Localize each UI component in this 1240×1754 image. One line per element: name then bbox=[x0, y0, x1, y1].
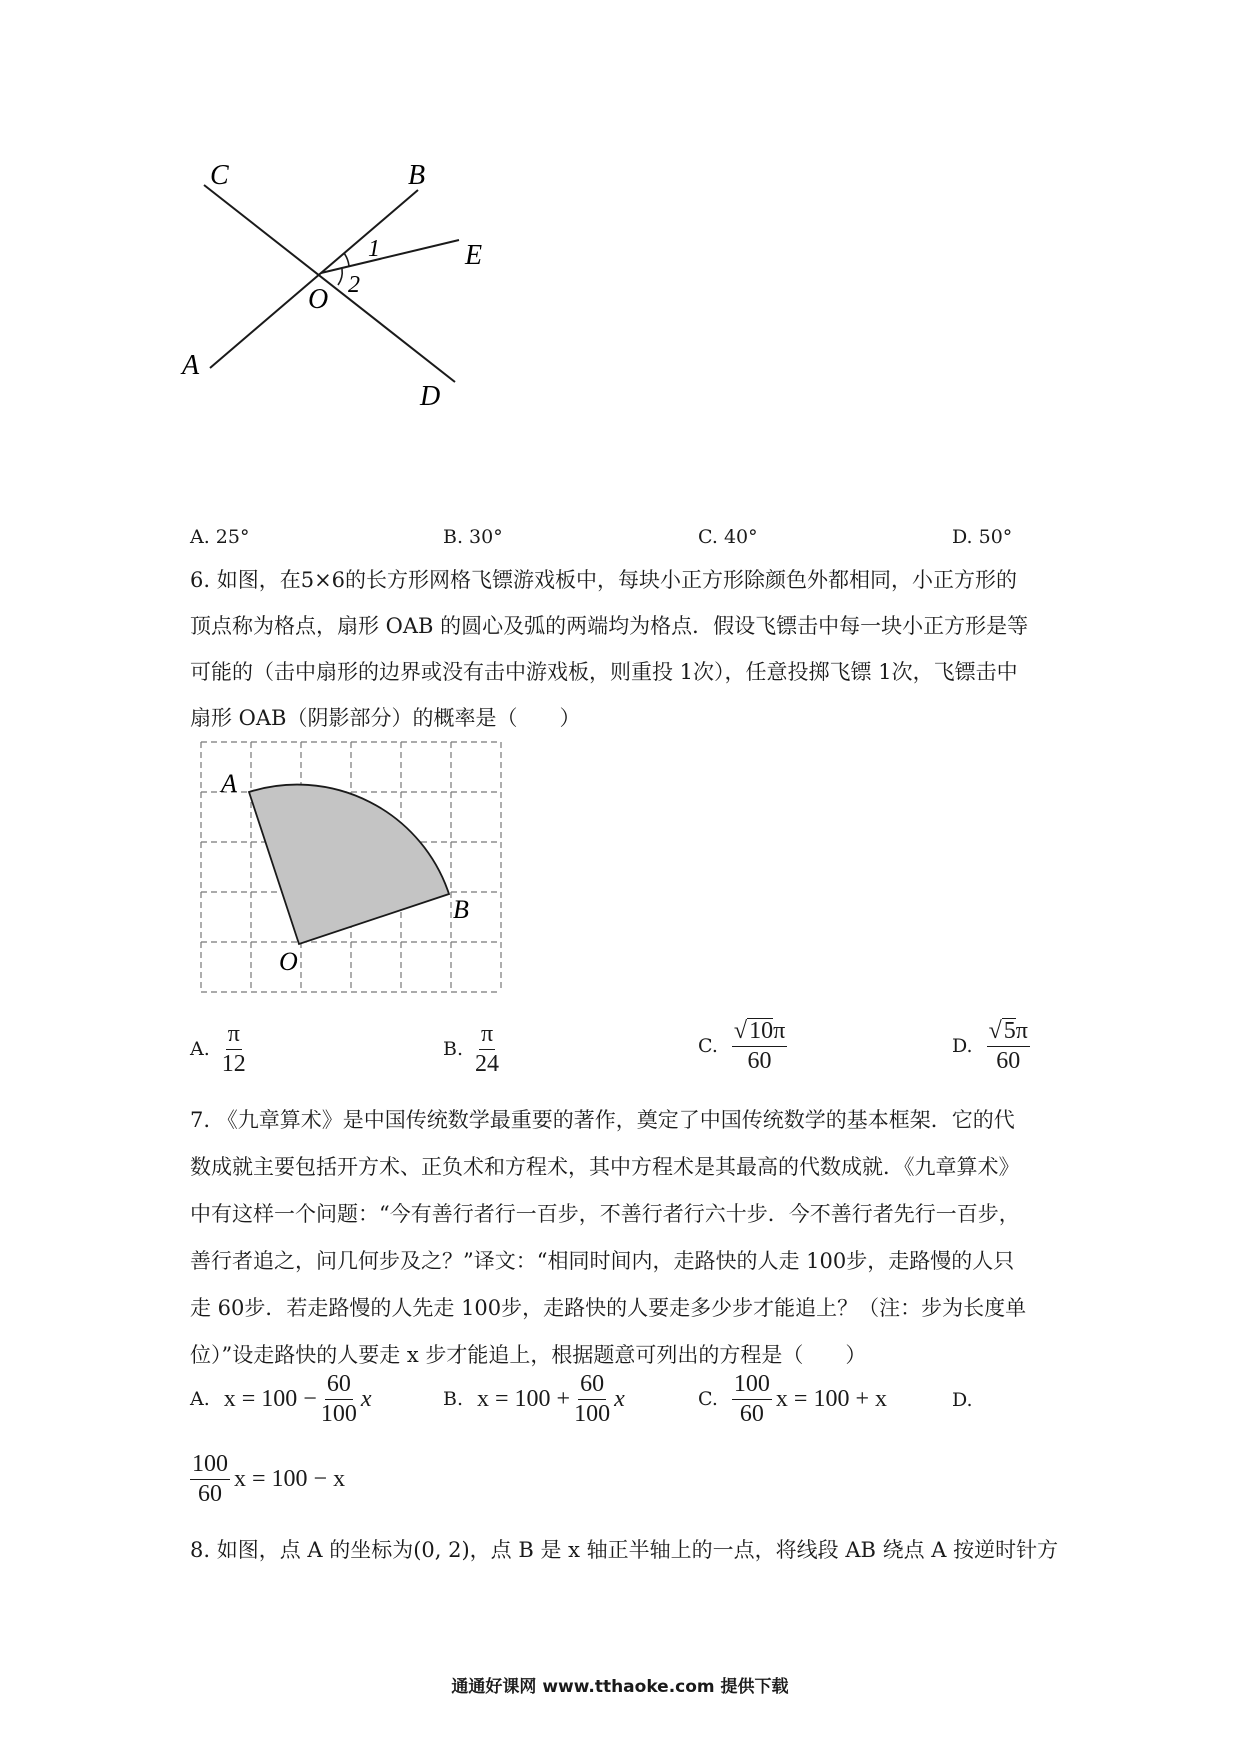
q7-line-1: 7. 《九章算术》是中国传统数学最重要的著作，奠定了中国传统数学的基本框架．它的代 bbox=[190, 1108, 1015, 1132]
q7-line-6: 位）”设走路快的人要走 x 步才能追上，根据题意可列出的方程是（ ） bbox=[190, 1343, 867, 1367]
label-c: C bbox=[210, 160, 229, 191]
q6-line-3: 可能的（击中扇形的边界或没有击中游戏板，则重投 1次），任意投掷飞镖 1次，飞镖击中 bbox=[190, 660, 1018, 684]
q7-option-a bbox=[190, 1372, 372, 1427]
q7-line-3: 中有这样一个问题：“今有善行者行一百步，不善行者行六十步．今不善行者先行一百步， bbox=[190, 1202, 1020, 1226]
denominator: 60 bbox=[198, 1481, 222, 1508]
equation-right: x bbox=[614, 1386, 625, 1413]
denominator: 12 bbox=[221, 1051, 246, 1078]
q7-option-d-label: D. bbox=[952, 1389, 973, 1411]
q7-option-b bbox=[443, 1372, 625, 1427]
label-a: A bbox=[182, 350, 200, 381]
q7-option-d bbox=[190, 1452, 345, 1507]
label-angle-1: 1 bbox=[368, 236, 380, 262]
angle-1-arc bbox=[344, 253, 349, 266]
label-b: B bbox=[408, 160, 426, 191]
denominator: 60 bbox=[739, 1401, 764, 1428]
q7-option-c bbox=[698, 1372, 887, 1427]
q6-line-2: 顶点称为格点，扇形 OAB 的圆心及弧的两端均为格点．假设飞镖击中每一块小正方形是等 bbox=[190, 614, 1029, 638]
page-footer: 通通好课网 www.tthaoke.com 提供下载 bbox=[451, 1677, 789, 1697]
fraction bbox=[732, 1372, 772, 1427]
q7-line-5: 走 60步．若走路慢的人先走 100步，走路快的人要走多少步才能追上？（注：步为长度单 bbox=[190, 1296, 1027, 1320]
equation-right: x = 100 − x bbox=[234, 1466, 346, 1493]
numerator: π bbox=[226, 1022, 242, 1050]
fraction bbox=[987, 1018, 1030, 1074]
q8-line-1: 8. 如图，点 A 的坐标为(0, 2)，点 B 是 x 轴正半轴上的一点，将线段 AB 绕点 A 按逆时针方 bbox=[190, 1538, 1059, 1562]
q6-line-1: 6. 如图，在5×6的长方形网格飞镖游戏板中，每块小正方形除颜色外都相同，小正方形的 bbox=[190, 568, 1018, 592]
pi-symbol: π bbox=[773, 1018, 786, 1044]
option-label: A. bbox=[190, 1038, 210, 1061]
numerator: π bbox=[479, 1022, 495, 1050]
option-label: D. bbox=[952, 1034, 973, 1057]
q6-line-4: 扇形 OAB（阴影部分）的概率是（ ） bbox=[190, 706, 581, 730]
angle-2-arc bbox=[338, 269, 342, 285]
option-label: A. bbox=[190, 1388, 210, 1411]
q6-option-d bbox=[952, 1018, 1030, 1074]
q5-option-c: C. 40° bbox=[698, 526, 758, 548]
option-label: C. bbox=[698, 1034, 718, 1057]
q7-line-4: 善行者追之，问几何步及之？”译文：“相同时间内，走路快的人走 100步，走路慢的人只 bbox=[190, 1249, 1015, 1273]
denominator: 100 bbox=[320, 1401, 357, 1428]
fraction bbox=[321, 1372, 357, 1427]
numerator: 60 bbox=[578, 1372, 606, 1400]
denominator: 60 bbox=[747, 1048, 772, 1075]
equation-left: x = 100 + bbox=[477, 1386, 571, 1413]
numerator: √5π bbox=[987, 1018, 1030, 1047]
sector-oab bbox=[249, 785, 449, 944]
label-a: A bbox=[221, 769, 237, 798]
fraction bbox=[574, 1372, 610, 1427]
equation-right: x = 100 + x bbox=[775, 1386, 887, 1413]
line-ab bbox=[210, 190, 418, 368]
pi-symbol: π bbox=[1015, 1018, 1028, 1044]
label-b: B bbox=[453, 895, 469, 924]
label-e: E bbox=[465, 240, 483, 271]
label-d: D bbox=[420, 381, 441, 412]
option-label: B. bbox=[443, 1038, 464, 1061]
denominator: 100 bbox=[574, 1401, 611, 1428]
equation-left: x = 100 − bbox=[223, 1386, 317, 1413]
denominator: 60 bbox=[996, 1048, 1021, 1075]
angle-figure bbox=[180, 160, 520, 470]
q5-option-b: B. 30° bbox=[443, 526, 503, 548]
numerator: 60 bbox=[325, 1372, 353, 1400]
label-angle-2: 2 bbox=[348, 272, 360, 298]
q6-option-c bbox=[698, 1018, 787, 1074]
line-cd bbox=[204, 185, 455, 382]
option-label: C. bbox=[698, 1388, 718, 1411]
q6-option-b bbox=[443, 1022, 499, 1077]
sector-grid-figure bbox=[195, 740, 505, 1000]
denominator: 24 bbox=[475, 1051, 500, 1078]
q5-option-d: D. 50° bbox=[952, 526, 1013, 548]
label-o: O bbox=[279, 947, 298, 976]
fraction bbox=[222, 1022, 246, 1077]
fraction bbox=[190, 1452, 230, 1507]
radicand: 10 bbox=[749, 1018, 774, 1044]
equation-right: x bbox=[360, 1386, 372, 1413]
q7-line-2: 数成就主要包括开方术、正负术和方程术，其中方程术是其最高的代数成就．《九章算术》 bbox=[190, 1155, 1020, 1179]
option-label: B. bbox=[443, 1388, 464, 1411]
numerator: 100 bbox=[732, 1372, 772, 1400]
q5-option-a: A. 25° bbox=[190, 526, 250, 548]
label-o: O bbox=[308, 284, 329, 315]
fraction bbox=[475, 1022, 499, 1077]
fraction bbox=[732, 1018, 787, 1074]
q6-option-a bbox=[190, 1022, 246, 1077]
radicand: 5 bbox=[1003, 1018, 1016, 1044]
numerator: 100 bbox=[190, 1452, 230, 1480]
numerator: √10π bbox=[732, 1018, 787, 1047]
